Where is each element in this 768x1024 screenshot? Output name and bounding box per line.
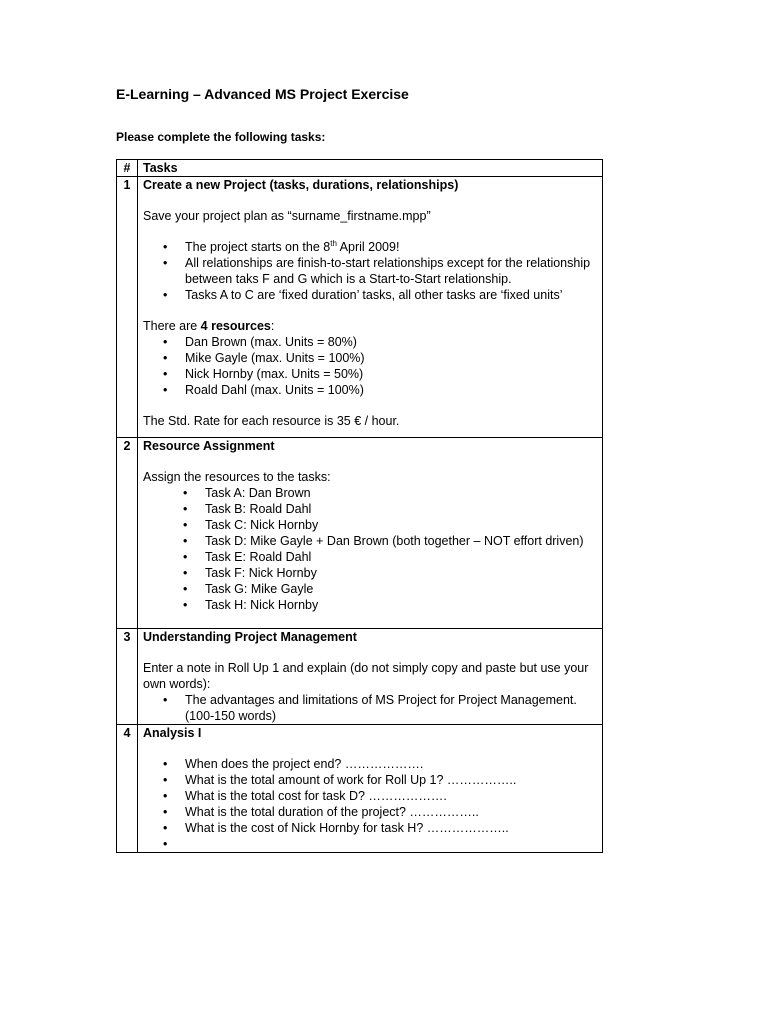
list-item: • Tasks A to C are ‘fixed duration’ tasks, all other tasks are ‘fixed units’ (143, 287, 596, 303)
resources-intro: There are 4 resources: (143, 319, 275, 333)
list-item (143, 836, 596, 852)
note-instruction: Enter a note in Roll Up 1 and explain (do not simply copy and paste but use your own words): (143, 661, 589, 691)
column-header-number: # (117, 160, 138, 177)
list-item: • All relationships are finish-to-start relationships except for the relationship between taks F and G which is a Start-to-Start relationship. (143, 255, 596, 287)
list-item: • What is the total duration of the project? …………….. (143, 804, 596, 820)
list-item: • Mike Gayle (max. Units = 100%) (143, 350, 596, 366)
assign-intro: Assign the resources to the tasks: (143, 470, 331, 484)
save-instruction: Save your project plan as “surname_firstname.mpp” (143, 209, 431, 223)
resources-list (143, 334, 596, 398)
list-item: • When does the project end? ………………. (143, 756, 596, 772)
row-number: 2 (117, 438, 138, 629)
list-item: • Task D: Mike Gayle + Dan Brown (both together – NOT effort driven) (143, 533, 596, 549)
row-number: 1 (117, 177, 138, 438)
list-item: • What is the total amount of work for Roll Up 1? …………….. (143, 772, 596, 788)
list-item: • What is the total cost for task D? ………………. (143, 788, 596, 804)
table-header-row (117, 160, 603, 177)
task-cell (138, 177, 603, 438)
table-row (117, 177, 603, 438)
list-item: • Roald Dahl (max. Units = 100%) (143, 382, 596, 398)
list-item: • The advantages and limitations of MS Project for Project Management. (100-150 words) (143, 692, 596, 724)
table-row (117, 725, 603, 853)
task-heading: Resource Assignment (143, 439, 275, 453)
list-item: • Task C: Nick Hornby (143, 517, 596, 533)
list-item: • Task H: Nick Hornby (143, 597, 596, 613)
task-heading: Create a new Project (tasks, durations, relationships) (143, 178, 459, 192)
tasks-table (116, 159, 603, 853)
task-cell (138, 725, 603, 853)
list-item: • Task A: Dan Brown (143, 485, 596, 501)
list-item: • What is the cost of Nick Hornby for task H? ……………….. (143, 820, 596, 836)
list-item: • Task B: Roald Dahl (143, 501, 596, 517)
column-header-tasks: Tasks (138, 160, 603, 177)
task-heading: Analysis I (143, 726, 202, 740)
table-row (117, 438, 603, 629)
list-item: • Task F: Nick Hornby (143, 565, 596, 581)
list-item: • The project starts on the 8th April 2009! (143, 239, 596, 255)
bullet-list (143, 239, 596, 303)
task-cell (138, 438, 603, 629)
list-item: • Task E: Roald Dahl (143, 549, 596, 565)
row-number: 3 (117, 629, 138, 725)
question-list (143, 756, 596, 852)
list-item: • Task G: Mike Gayle (143, 581, 596, 597)
page-title: E-Learning – Advanced MS Project Exercise (116, 86, 409, 102)
row-number: 4 (117, 725, 138, 853)
bullet-list (143, 485, 596, 613)
rate-text: The Std. Rate for each resource is 35 € / hour. (143, 414, 400, 428)
task-cell (138, 629, 603, 725)
task-heading: Understanding Project Management (143, 630, 357, 644)
table-row (117, 629, 603, 725)
bullet-list (143, 692, 596, 724)
list-item: • Nick Hornby (max. Units = 50%) (143, 366, 596, 382)
instructions-text: Please complete the following tasks: (116, 130, 326, 144)
list-item: • Dan Brown (max. Units = 80%) (143, 334, 596, 350)
